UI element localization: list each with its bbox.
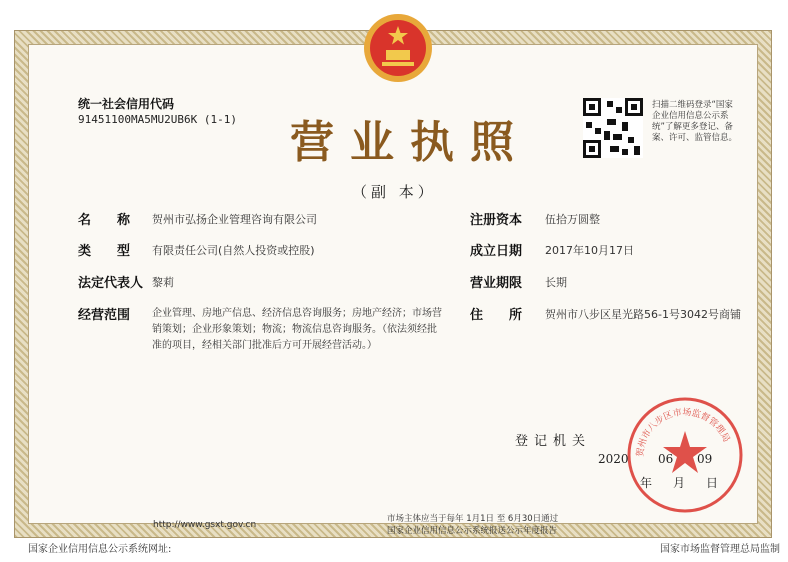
name-value: 贺州市弘扬企业管理咨询有限公司 (152, 213, 317, 226)
business-term-value: 长期 (545, 276, 567, 289)
certificate-subtitle: （副 本） (352, 183, 437, 201)
month-unit: 月 (673, 476, 686, 490)
annual-report-notice-line2: 国家企业信用信息公示系统报送公示年度报告 (387, 526, 558, 536)
scope-label: 经营范围 (78, 308, 131, 323)
issue-year: 2020 (598, 452, 629, 466)
issuer-footer: 国家市场监督管理总局监制 (660, 544, 780, 555)
capital-value: 伍拾万圆整 (545, 213, 600, 226)
address-value: 贺州市八步区星光路56-1号3042号商铺 (545, 308, 741, 321)
legal-rep-value: 黎莉 (152, 276, 174, 289)
day-unit: 日 (706, 476, 719, 490)
national-emblem-icon (362, 12, 434, 84)
qr-code-icon (583, 98, 643, 158)
legal-rep-label: 法定代表人 (78, 276, 144, 291)
type-label: 类 型 (78, 244, 131, 259)
official-seal-icon (625, 395, 745, 515)
issue-day: 09 (697, 452, 713, 466)
website-label: 国家企业信用信息公示系统网址: (28, 544, 172, 555)
qr-instructions: 扫描二维码登录“国家企业信用信息公示系统”了解更多登记、备案、许可、监管信息。 (652, 100, 738, 143)
annual-report-notice-line1: 市场主体应当于每年 1月1日 至 6月30日通过 (387, 514, 559, 524)
type-value: 有限责任公司(自然人投资或控股) (152, 244, 315, 257)
name-label: 名 称 (78, 213, 131, 228)
credit-code-label: 统一社会信用代码 (78, 97, 175, 111)
certificate-title: 营业执照 (290, 117, 530, 168)
credit-code: 91451100MA5MU2UB6K (1-1) (78, 113, 237, 126)
scope-value: 企业管理、房地产信息、经济信息咨询服务；房地产经济；市场营销策划；企业形象策划；物流；物流信息咨询服务。（依法须经批准的项目，经相关部门批准后方可开展经营活动。） (152, 308, 442, 351)
year-unit: 年 (640, 476, 653, 490)
established-date-label: 成立日期 (470, 244, 523, 259)
registration-authority-label: 登记机关 (515, 434, 592, 449)
gsxt-website: http://www.gsxt.gov.cn (153, 520, 257, 530)
issue-month: 06 (658, 452, 674, 466)
seal-text: 贺州市八步区市场监督管理局 (635, 407, 732, 458)
capital-label: 注册资本 (470, 213, 523, 228)
business-term-label: 营业期限 (470, 276, 523, 291)
address-label: 住 所 (470, 308, 523, 323)
established-date-value: 2017年10月17日 (545, 244, 634, 257)
